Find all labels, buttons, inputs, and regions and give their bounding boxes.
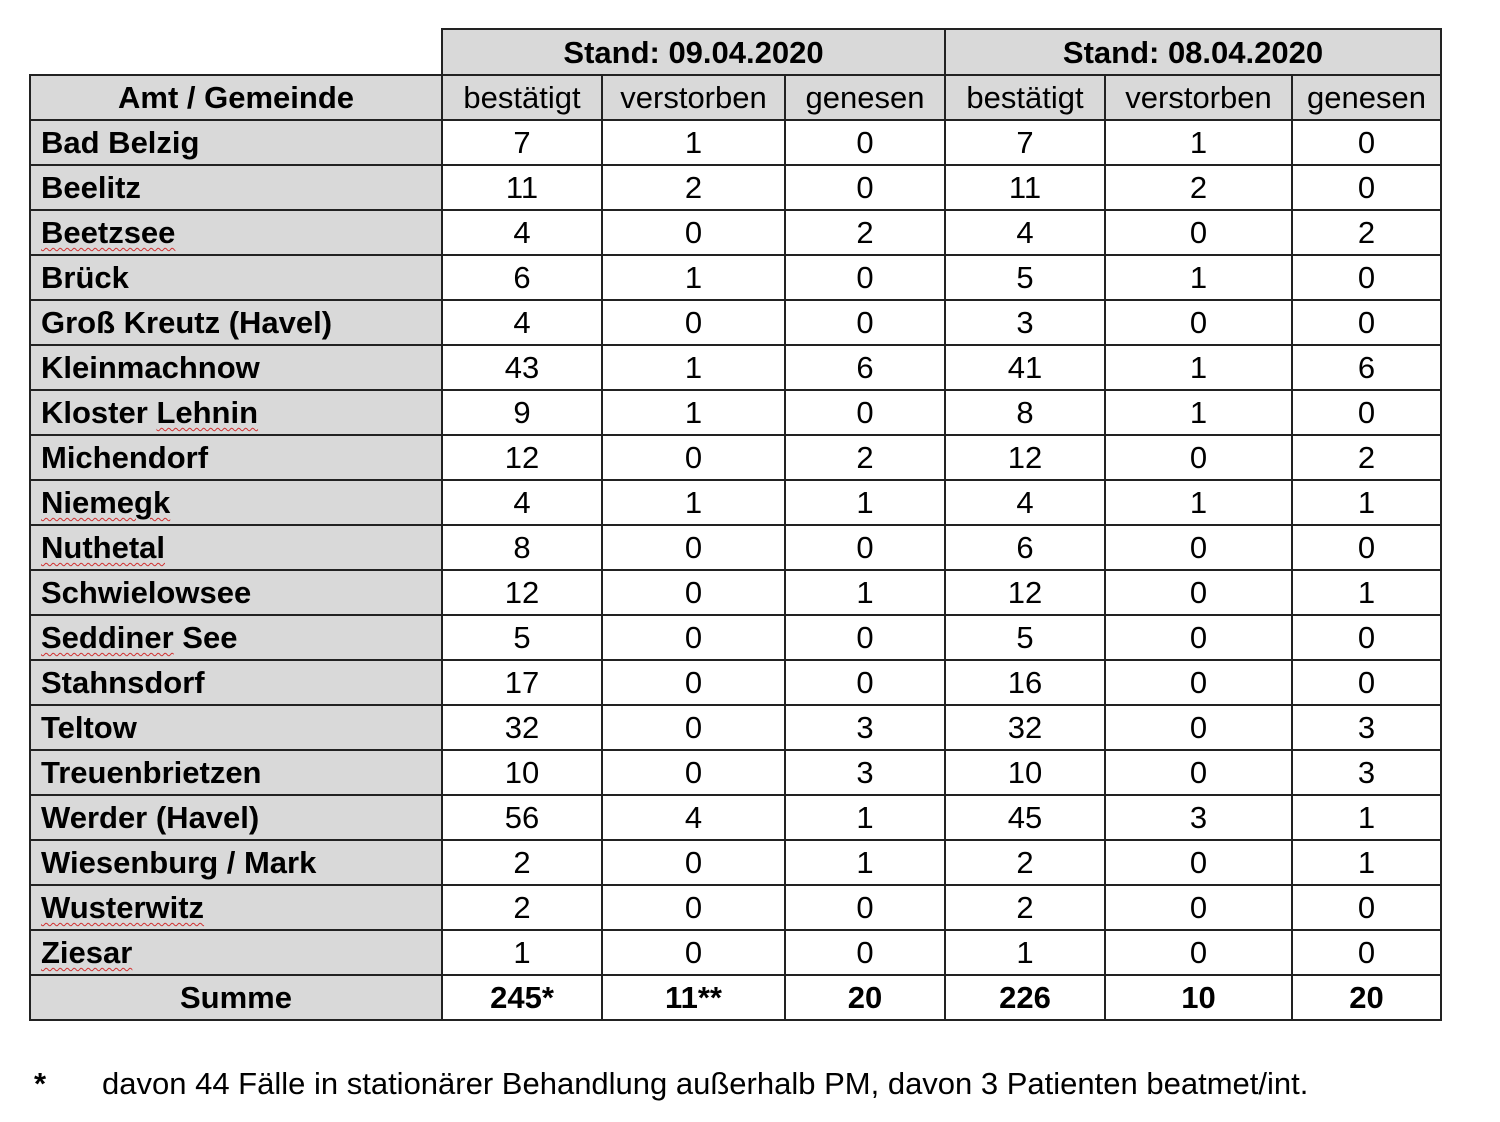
value-cell: 0 [1292, 165, 1441, 210]
sum-cell: 20 [1292, 975, 1441, 1020]
value-cell: 0 [602, 660, 785, 705]
value-cell: 0 [1105, 615, 1292, 660]
value-cell: 0 [1105, 525, 1292, 570]
value-cell: 0 [602, 210, 785, 255]
value-cell: 0 [1292, 255, 1441, 300]
value-cell: 0 [1292, 525, 1441, 570]
gemeinde-name [30, 930, 442, 975]
value-cell: 8 [945, 390, 1105, 435]
value-cell: 10 [945, 750, 1105, 795]
gemeinde-name [30, 840, 442, 885]
value-cell: 0 [602, 705, 785, 750]
value-cell: 17 [442, 660, 602, 705]
value-cell: 0 [785, 120, 945, 165]
value-cell: 0 [602, 930, 785, 975]
col-header-verstorben-2: verstorben [1105, 75, 1292, 120]
value-cell: 1 [602, 345, 785, 390]
value-cell: 2 [442, 885, 602, 930]
value-cell: 0 [1105, 435, 1292, 480]
value-cell: 2 [785, 210, 945, 255]
table-row [30, 345, 1441, 390]
table-row [30, 795, 1441, 840]
value-cell: 0 [1292, 300, 1441, 345]
gemeinde-label: Niemegk [41, 485, 171, 520]
value-cell: 0 [1105, 300, 1292, 345]
table-row [30, 885, 1441, 930]
gemeinde-name [30, 795, 442, 840]
gemeinde-name [30, 885, 442, 930]
value-cell: 56 [442, 795, 602, 840]
value-cell: 12 [442, 435, 602, 480]
sum-row [30, 975, 1441, 1020]
value-cell: 41 [945, 345, 1105, 390]
value-cell: 10 [442, 750, 602, 795]
table-row [30, 300, 1441, 345]
gemeinde-label: Michendorf [41, 440, 209, 475]
value-cell: 0 [785, 525, 945, 570]
value-cell: 8 [442, 525, 602, 570]
col-header-bestaetigt-2: bestätigt [945, 75, 1105, 120]
gemeinde-name [30, 435, 442, 480]
gemeinde-label: Kleinmachnow [41, 350, 260, 385]
table-row [30, 165, 1441, 210]
sum-cell: 226 [945, 975, 1105, 1020]
sum-cell: 245* [442, 975, 602, 1020]
table-row [30, 525, 1441, 570]
value-cell: 1 [1292, 840, 1441, 885]
value-cell: 12 [945, 435, 1105, 480]
value-cell: 0 [602, 570, 785, 615]
footnote [34, 1066, 1308, 1102]
sum-cell: 10 [1105, 975, 1292, 1020]
gemeinde-label: Seddiner See [41, 620, 238, 655]
col-header-verstorben-1: verstorben [602, 75, 785, 120]
table-row [30, 930, 1441, 975]
value-cell: 1 [1105, 120, 1292, 165]
table-row [30, 120, 1441, 165]
value-cell: 6 [442, 255, 602, 300]
gemeinde-label: Treuenbrietzen [41, 755, 262, 790]
value-cell: 0 [602, 840, 785, 885]
value-cell: 9 [442, 390, 602, 435]
footnote-marker: * [34, 1066, 47, 1101]
value-cell: 32 [442, 705, 602, 750]
col-header-genesen-2: genesen [1292, 75, 1441, 120]
gemeinde-name [30, 525, 442, 570]
gemeinde-name [30, 480, 442, 525]
gemeinde-name [30, 345, 442, 390]
value-cell: 5 [442, 615, 602, 660]
gemeinde-name [30, 165, 442, 210]
gemeinde-label: Beetzsee [41, 215, 176, 250]
value-cell: 0 [785, 615, 945, 660]
value-cell: 11 [945, 165, 1105, 210]
value-cell: 0 [1292, 660, 1441, 705]
value-cell: 0 [785, 300, 945, 345]
value-cell: 7 [945, 120, 1105, 165]
value-cell: 6 [945, 525, 1105, 570]
value-cell: 32 [945, 705, 1105, 750]
table-row [30, 660, 1441, 705]
gemeinde-label: Ziesar [41, 935, 133, 970]
blank-corner [30, 29, 442, 75]
value-cell: 1 [785, 795, 945, 840]
gemeinde-name [30, 615, 442, 660]
gemeinde-label: Wusterwitz [41, 890, 205, 925]
table-row [30, 480, 1441, 525]
gemeinde-name [30, 255, 442, 300]
value-cell: 1 [785, 480, 945, 525]
value-cell: 0 [1292, 615, 1441, 660]
value-cell: 4 [442, 480, 602, 525]
value-cell: 0 [1292, 120, 1441, 165]
value-cell: 11 [442, 165, 602, 210]
value-cell: 1 [1292, 480, 1441, 525]
gemeinde-label: Groß Kreutz (Havel) [41, 305, 333, 340]
value-cell: 0 [1105, 840, 1292, 885]
value-cell: 0 [785, 165, 945, 210]
value-cell: 2 [442, 840, 602, 885]
value-cell: 7 [442, 120, 602, 165]
stand-header-row [30, 29, 1441, 75]
sum-cell: 20 [785, 975, 945, 1020]
gemeinde-name [30, 750, 442, 795]
value-cell: 1 [1292, 570, 1441, 615]
table-row [30, 750, 1441, 795]
value-cell: 5 [945, 615, 1105, 660]
value-cell: 1 [602, 390, 785, 435]
col-header-genesen-1: genesen [785, 75, 945, 120]
value-cell: 0 [1105, 660, 1292, 705]
value-cell: 0 [1292, 930, 1441, 975]
gemeinde-name [30, 570, 442, 615]
value-cell: 43 [442, 345, 602, 390]
gemeinde-label: Wiesenburg / Mark [41, 845, 317, 880]
gemeinde-label: Stahnsdorf [41, 665, 205, 700]
value-cell: 4 [945, 210, 1105, 255]
value-cell: 2 [1292, 210, 1441, 255]
value-cell: 12 [945, 570, 1105, 615]
gemeinde-name [30, 300, 442, 345]
value-cell: 0 [1105, 705, 1292, 750]
gemeinde-label: Werder (Havel) [41, 800, 260, 835]
gemeinde-name [30, 390, 442, 435]
value-cell: 45 [945, 795, 1105, 840]
value-cell: 16 [945, 660, 1105, 705]
value-cell: 0 [602, 885, 785, 930]
gemeinde-label: Bad Belzig [41, 125, 200, 160]
table-body [30, 120, 1441, 975]
value-cell: 0 [785, 390, 945, 435]
value-cell: 1 [1105, 480, 1292, 525]
table-row [30, 840, 1441, 885]
gemeinde-name [30, 210, 442, 255]
value-cell: 0 [1292, 885, 1441, 930]
gemeinde-label: Nuthetal [41, 530, 165, 565]
value-cell: 0 [785, 255, 945, 300]
amt-header: Amt / Gemeinde [30, 75, 442, 120]
value-cell: 3 [945, 300, 1105, 345]
value-cell: 0 [1105, 210, 1292, 255]
value-cell: 4 [442, 300, 602, 345]
value-cell: 3 [1292, 750, 1441, 795]
value-cell: 3 [1105, 795, 1292, 840]
value-cell: 2 [1292, 435, 1441, 480]
value-cell: 0 [602, 750, 785, 795]
value-cell: 12 [442, 570, 602, 615]
table-row [30, 705, 1441, 750]
value-cell: 1 [1292, 795, 1441, 840]
col-header-bestaetigt-1: bestätigt [442, 75, 602, 120]
gemeinde-label: Schwielowsee [41, 575, 252, 610]
value-cell: 2 [945, 840, 1105, 885]
value-cell: 4 [442, 210, 602, 255]
value-cell: 4 [602, 795, 785, 840]
value-cell: 4 [945, 480, 1105, 525]
value-cell: 0 [785, 885, 945, 930]
value-cell: 5 [945, 255, 1105, 300]
value-cell: 1 [1105, 255, 1292, 300]
footnote-text: davon 44 Fälle in stationärer Behandlung außerhalb PM, davon 3 Patienten beatmet/int. [102, 1066, 1309, 1101]
value-cell: 3 [785, 705, 945, 750]
value-cell: 0 [602, 300, 785, 345]
value-cell: 3 [1292, 705, 1441, 750]
value-cell: 1 [1105, 345, 1292, 390]
table-row [30, 570, 1441, 615]
value-cell: 1 [602, 120, 785, 165]
value-cell: 0 [1105, 930, 1292, 975]
sum-label: Summe [30, 975, 442, 1020]
value-cell: 1 [785, 570, 945, 615]
value-cell: 1 [602, 255, 785, 300]
gemeinde-label: Teltow [41, 710, 137, 745]
value-cell: 0 [1292, 390, 1441, 435]
table-row [30, 210, 1441, 255]
value-cell: 0 [602, 615, 785, 660]
value-cell: 0 [785, 660, 945, 705]
value-cell: 0 [785, 930, 945, 975]
value-cell: 6 [1292, 345, 1441, 390]
gemeinde-label: Kloster Lehnin [41, 395, 259, 430]
value-cell: 2 [602, 165, 785, 210]
value-cell: 0 [1105, 750, 1292, 795]
value-cell: 2 [785, 435, 945, 480]
gemeinde-name [30, 705, 442, 750]
value-cell: 3 [785, 750, 945, 795]
value-cell: 1 [602, 480, 785, 525]
value-cell: 0 [602, 435, 785, 480]
sum-cell: 11** [602, 975, 785, 1020]
value-cell: 2 [1105, 165, 1292, 210]
gemeinde-name [30, 120, 442, 165]
value-cell: 6 [785, 345, 945, 390]
value-cell: 1 [1105, 390, 1292, 435]
value-cell: 1 [442, 930, 602, 975]
table-row [30, 255, 1441, 300]
value-cell: 0 [1105, 570, 1292, 615]
column-header-row [30, 75, 1441, 120]
value-cell: 1 [945, 930, 1105, 975]
stand-header-2: Stand: 08.04.2020 [945, 29, 1441, 75]
value-cell: 0 [602, 525, 785, 570]
stand-header-1: Stand: 09.04.2020 [442, 29, 945, 75]
value-cell: 1 [785, 840, 945, 885]
gemeinde-name [30, 660, 442, 705]
gemeinde-label: Beelitz [41, 170, 141, 205]
cases-table [29, 28, 1442, 1021]
value-cell: 0 [1105, 885, 1292, 930]
table-row [30, 390, 1441, 435]
table-row [30, 615, 1441, 660]
table-row [30, 435, 1441, 480]
gemeinde-label: Brück [41, 260, 129, 295]
value-cell: 2 [945, 885, 1105, 930]
